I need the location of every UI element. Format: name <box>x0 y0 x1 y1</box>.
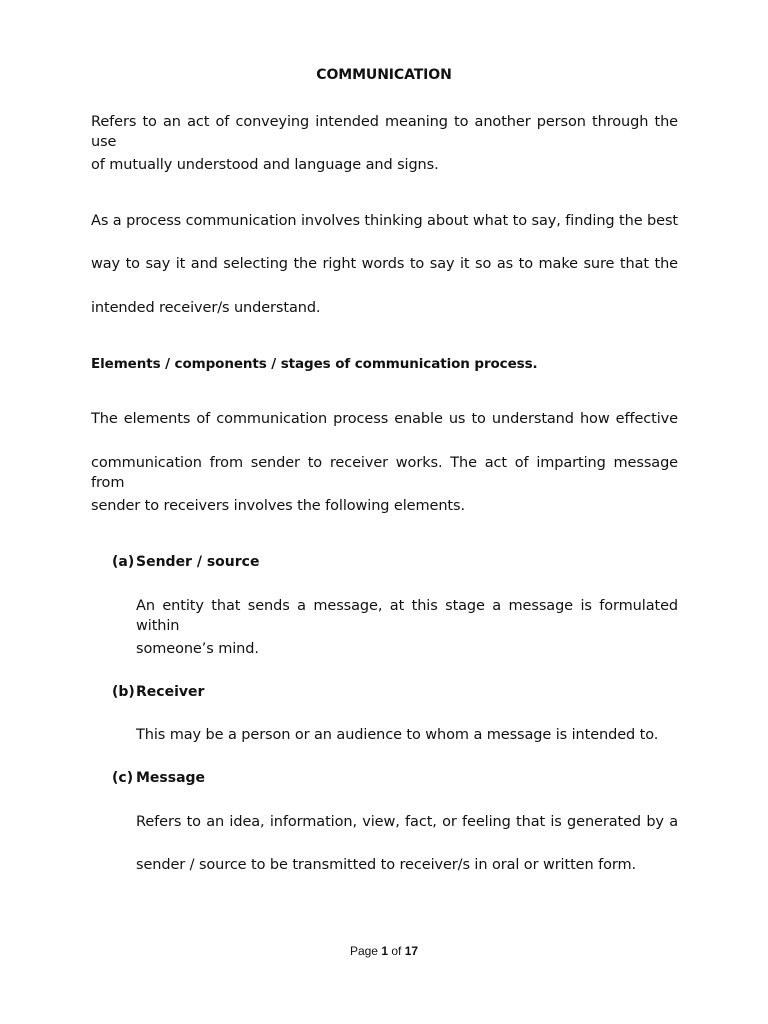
item-c-label: Message <box>136 770 206 786</box>
footer-of-word: of <box>391 944 402 958</box>
intro-line-2: of mutually understood and language and signs. <box>91 157 439 173</box>
process-line-1: As a process communication involves thinking about what to say, finding the best <box>91 213 678 229</box>
item-a-line-1: An entity that sends a message, at this stage a message is formulated within <box>136 598 678 634</box>
item-a-heading <box>112 552 259 572</box>
item-b-marker: (b) <box>112 684 135 700</box>
elements-intro-line-2: communication from sender to receiver works. The act of imparting message from <box>91 455 678 491</box>
item-c-line-1: Refers to an idea, information, view, fact, or feeling that is generated by a <box>136 814 678 830</box>
item-c-marker: (c) <box>112 770 134 786</box>
item-a-label: Sender / source <box>136 554 260 570</box>
document-title: COMMUNICATION <box>316 67 452 83</box>
item-b-line-1: This may be a person or an audience to whom a message is intended to. <box>136 727 659 743</box>
page-footer <box>0 942 768 960</box>
footer-total-pages: 17 <box>404 944 419 958</box>
footer-page-word: Page <box>349 944 378 958</box>
item-b-label: Receiver <box>136 684 205 700</box>
item-a-line-2: someone’s mind. <box>136 641 259 657</box>
item-c-line-2: sender / source to be transmitted to receiver/s in oral or written form. <box>136 857 636 873</box>
process-line-2: way to say it and selecting the right words to say it so as to make sure that the <box>91 256 678 272</box>
item-a-marker: (a) <box>112 554 135 570</box>
elements-intro-line-1: The elements of communication process enable us to understand how effective <box>91 411 678 427</box>
footer-page-number: 1 <box>381 944 388 958</box>
item-b-heading <box>112 682 204 702</box>
elements-heading: Elements / components / stages of communication process. <box>91 356 538 372</box>
intro-line-1: Refers to an act of conveying intended meaning to another person through the use <box>91 114 678 150</box>
item-c-heading <box>112 768 205 788</box>
elements-intro-line-3: sender to receivers involves the following elements. <box>91 498 465 514</box>
process-line-3: intended receiver/s understand. <box>91 300 321 316</box>
